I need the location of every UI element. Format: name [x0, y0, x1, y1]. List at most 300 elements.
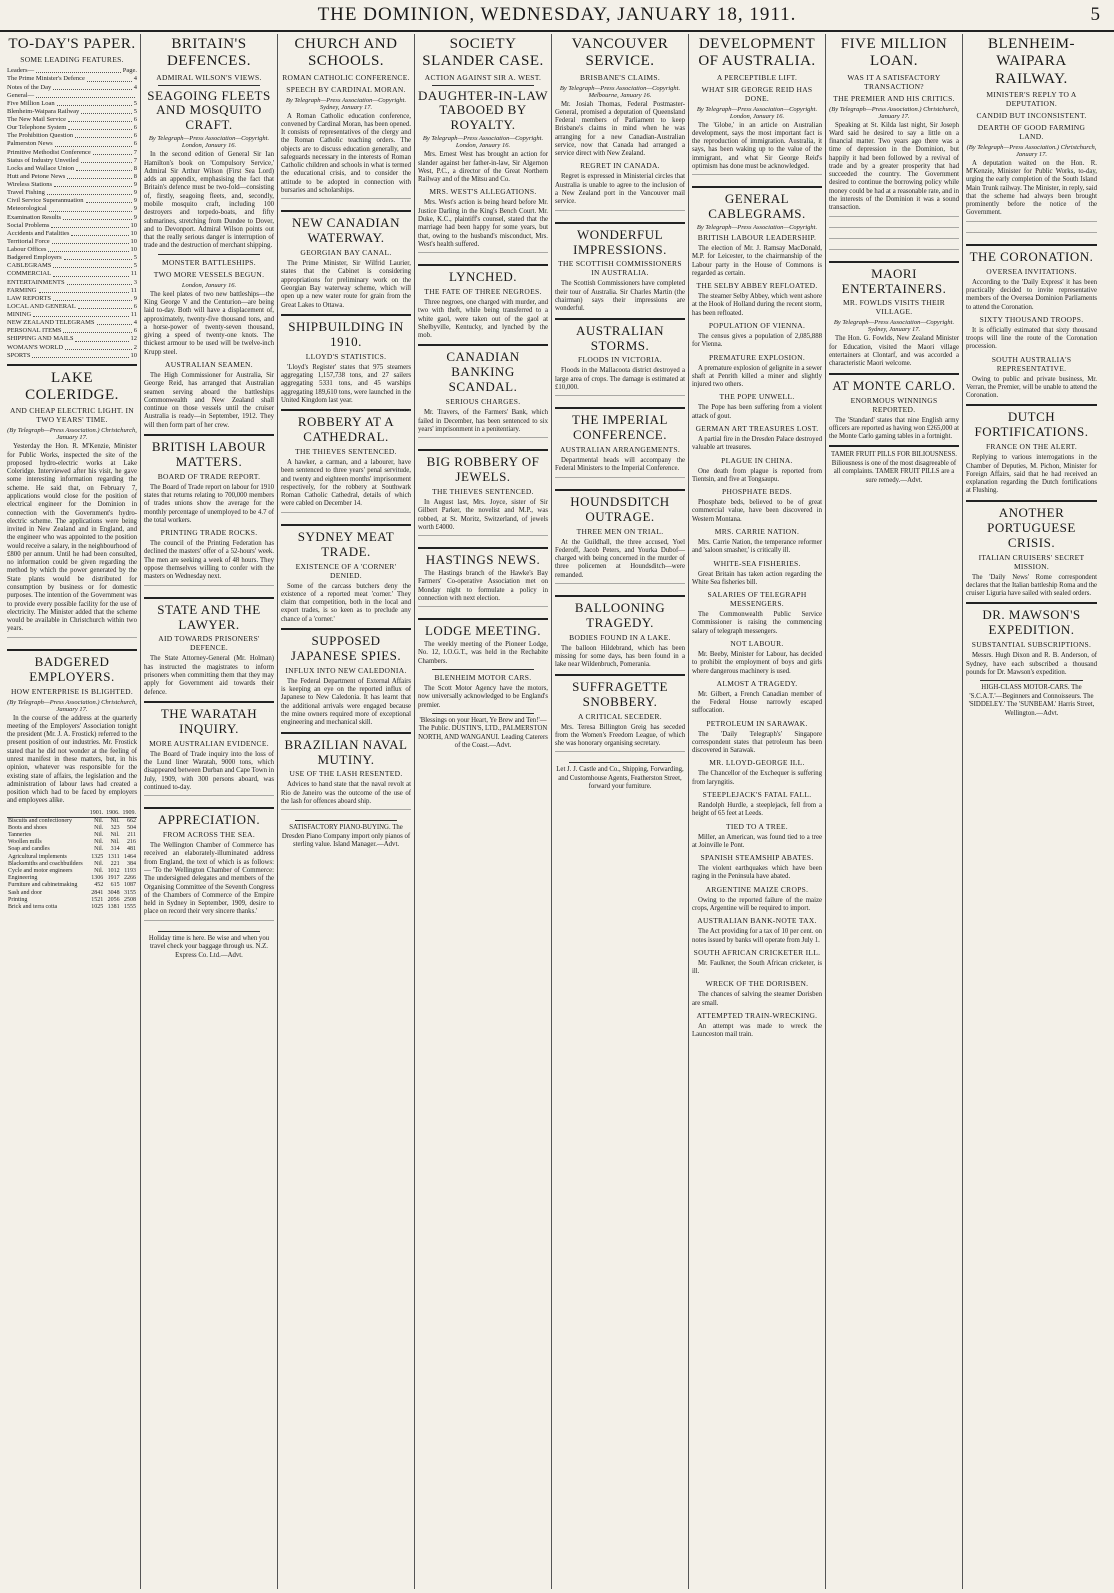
subhead: TWO MORE VESSELS BEGUN.	[153, 269, 265, 279]
headline: DR. MAWSON'S EXPEDITION.	[982, 607, 1081, 638]
divider	[281, 409, 411, 411]
table-cell: Blacksmiths and coachbuilders	[8, 860, 83, 867]
headline: HOUNDSDITCH OUTRAGE.	[570, 493, 670, 524]
contents-page: 7	[133, 148, 137, 156]
column-6	[689, 34, 826, 1589]
contents-item	[7, 84, 137, 92]
article-text: The Wellington Chamber of Commerce has received an elaborately-illuminated address from England, the text of which is as follows:— 'To the Wellington Chamber of Commerce: The undersigned delegates and members of the Organising Committee of the Seventh Congress of the Chambers of Commerce of the Empire held in Sydney in September, 1909, desire to place on record their very sincere thanks.'	[144, 842, 274, 916]
divider	[144, 597, 274, 599]
table-cell: 1325	[91, 853, 104, 860]
text-lines	[555, 751, 685, 759]
text-lines	[418, 252, 548, 260]
text-lines	[7, 637, 137, 645]
divider	[7, 364, 137, 366]
contents-page: 9	[133, 205, 137, 213]
contents-item	[7, 140, 137, 148]
headline: THE IMPERIAL CONFERENCE.	[572, 412, 668, 443]
contents-label: WOMAN'S WORLD	[7, 343, 64, 351]
subhead: INFLUX INTO NEW CALEDONIA.	[285, 665, 407, 675]
article-text: In August last, Mrs. Joyce, sister of Sir Gilbert Parker, the novelist and M.P., was robbed, at St. Moritz, Switzerland, of jewels worth £4000.	[418, 499, 548, 531]
leader-dots	[93, 149, 132, 155]
cablegram-heading: GERMAN ART TREASURES LOST.	[695, 424, 819, 433]
subhead: ENORMOUS WINNINGS REPORTED.	[850, 395, 938, 414]
subhead: FROM ACROSS THE SEA.	[162, 830, 256, 840]
rule	[432, 669, 534, 670]
table-cell: 1555	[124, 903, 136, 910]
article-text: Speaking at St. Kilda last night, Sir Joseph Ward said he desired to say a little on a financial matter. Two years ago there was a time of depression in the Dominion, but happily it had been followed by a revival of trade and by a greater prosperity that had succeeded the country. The Government desired to continue the borrowing policy while money could be had at a reasonable rate, and in the interests of the Dominion it was a sound transaction.	[829, 121, 959, 212]
credit: By Telegraph—Press Association—Copyright. Sydney, January 17.	[285, 96, 407, 111]
rule	[432, 713, 534, 714]
advertisement: Let J. J. Castle and Co., Shipping, Forwarding, and Customhouse Agents, Featherston Street, forward your furniture.	[556, 766, 684, 791]
contents-item	[7, 254, 137, 262]
article-text: The 'Standard' states that nine English army officers are reported as having won £265,000 at the Monte Carlo gaming tables in a fortnight.	[829, 416, 959, 441]
divider	[418, 264, 548, 266]
table-cell: Nil.	[110, 839, 120, 846]
contents-page: 11	[130, 270, 137, 278]
headline: AUSTRALIAN STORMS.	[575, 322, 665, 353]
leader-dots	[75, 132, 132, 138]
table-cell: Nil.	[94, 824, 104, 831]
contents-page: 9	[133, 294, 137, 302]
contents-item	[7, 295, 137, 303]
leader-dots	[36, 67, 121, 73]
subhead: FLOODS IN VICTORIA.	[578, 355, 662, 365]
subhead: BODIES FOUND IN A LAKE.	[569, 632, 671, 642]
article-text: The Hastings branch of the Hawke's Bay Farmers' Co-operative Association met on Monday night to formulate a policy in connection with next election.	[418, 570, 548, 602]
text-lines	[281, 512, 411, 520]
cablegram-text: The election of Mr. J. Ramsay MacDonald, M.P. for Leicester, to the chairmanship of the Labour party in the House of Commons is regarded as certain.	[692, 245, 822, 277]
divider	[966, 500, 1097, 502]
leader-dots	[53, 270, 129, 276]
table-cell: Nil.	[94, 817, 104, 824]
article-text: The 'Daily News' Rome correspondent declares that the Italian battleship Roma and the cruiser Liguria have sailed with sealed orders.	[966, 573, 1097, 598]
credit: By Telegraph—Press Association—Copyright. London, January 16.	[422, 135, 544, 150]
divider	[829, 373, 959, 375]
article-text: Replying to various interrogations in the Chamber of Deputies, M. Pichon, Minister for Foreign Affairs, said that he had received an explanation regarding the Dutch fortifications at Flushing.	[966, 454, 1097, 495]
table-cell: Agricultural implements	[8, 853, 67, 860]
headline: HASTINGS NEWS.	[425, 552, 541, 568]
headline: APPRECIATION.	[157, 812, 261, 828]
table-cell: Nil.	[94, 832, 104, 839]
article-text: The High Commissioner for Australia, Sir George Reid, has arranged that Australian seamen serving aboard the battleships Commonwealth and New Zealand shall continue on those vessels until the cruiser Australia is ready—in September, 1912. They will then form part of her crew.	[144, 371, 274, 429]
headline: SUFFRAGETTE SNOBBERY.	[572, 678, 668, 709]
text-lines	[829, 227, 959, 235]
headline: BRITISH LABOUR MATTERS.	[151, 438, 267, 469]
contents-item	[7, 100, 137, 108]
headline: THE WARATAH INQUIRY.	[160, 705, 258, 736]
contents-page: 5	[133, 262, 137, 270]
divider	[555, 674, 685, 676]
contents-label: MINING	[7, 311, 32, 318]
subhead: THREE MEN ON TRIAL.	[576, 526, 664, 536]
subhead: THE THIEVES SENTENCED.	[432, 487, 534, 496]
subhead: SEAGOING FLEETS AND MOSQUITO CRAFT.	[147, 87, 271, 133]
credit: By Telegraph—Press Association—Copyright. London, January 16.	[696, 105, 818, 120]
contents-item	[7, 173, 137, 181]
cablegram-heading: SPANISH STEAMSHIP ABATES.	[700, 853, 814, 863]
article-text: A Roman Catholic education conference, convened by Cardinal Moran, has been opened. It consists of representatives of the clergy and the Roman Catholic teaching orders. The objects are to discuss education generally, and safeguards necessary in the interests of Roman Catholic children and schools in what is termed the educational crisis, and to consider the attitude to be adopted in connection with bursaries and scholarships.	[281, 112, 411, 195]
article-text: Some of the carcass butchers deny the existence of a reported meat 'corner.' They claim that competition, both in the local and export trades, is so keen as to preclude any chance of a 'corner.'	[281, 582, 411, 623]
leader-dots	[97, 319, 132, 325]
contents-label: Five Million Loan	[7, 99, 55, 107]
table-cell: 2056	[107, 896, 120, 903]
cablegram-heading: MRS. CARRIE NATION.	[714, 526, 800, 536]
table-row	[7, 882, 137, 889]
subhead: FRANCE ON THE ALERT.	[985, 442, 1078, 452]
table-cell: 481	[127, 846, 136, 853]
contents-item	[7, 165, 137, 173]
contents-page: 8	[133, 172, 137, 180]
table-cell: 1917	[107, 875, 120, 882]
credit: (By Telegraph—Press Association.) Christchurch, January 17.	[829, 105, 959, 120]
leader-dots	[33, 311, 129, 317]
divider	[555, 595, 685, 597]
contents-label: Locks and Wallace Union	[7, 164, 75, 172]
contents-item	[7, 92, 137, 100]
contents-item	[7, 238, 137, 246]
contents-page: 4	[133, 83, 137, 91]
development-australia-heading: DEVELOPMENT OF AUSTRALIA.	[698, 36, 816, 70]
general-cablegrams-heading: GENERAL CABLEGRAMS.	[708, 191, 806, 222]
contents-label: SPORTS	[7, 351, 31, 359]
contents-page: 10	[130, 221, 137, 229]
cablegram-text: Phosphate beds, believed to be of great commercial value, have been discovered in Western Montana.	[692, 499, 822, 523]
column-3	[278, 34, 415, 1589]
table-cell: 452	[94, 882, 104, 889]
divider	[966, 244, 1097, 246]
column-8	[963, 34, 1100, 1589]
article-text: Mrs. Teresa Billington Greig has seceded from the Women's Freedom League, of which she was honorary organising secretary.	[555, 723, 685, 748]
divider	[418, 344, 548, 346]
cablegram-heading: NOT LABOUR.	[730, 638, 784, 648]
cablegram-heading: ALMOST A TRAGEDY.	[716, 678, 798, 688]
subhead: OVERSEA INVITATIONS.	[986, 266, 1077, 276]
britains-defences-heading: BRITAIN'S DEFENCES.	[166, 36, 252, 70]
cablegram-heading: AUSTRALIAN BANK-NOTE TAX.	[697, 916, 817, 926]
contents-item	[7, 270, 137, 278]
table-cell: 211	[127, 832, 136, 839]
article-text: The Board of Trade inquiry into the loss of the Lund liner Waratah, 9000 tons, which disappeared between Durban and Cape Town in July, 1909, with 300 persons aboard, was continued to-day.	[144, 750, 275, 791]
table-cell: 384	[127, 860, 136, 867]
subhead: SERIOUS CHARGES.	[445, 397, 521, 407]
rule	[295, 820, 397, 821]
table-header: 1909.	[122, 809, 136, 816]
table-row	[7, 875, 137, 882]
masthead-title: THE DOMINION, WEDNESDAY, JANUARY 18, 1911.	[317, 4, 797, 25]
table-cell: 3155	[124, 889, 136, 896]
contents-label: Status of Industry Unveiled	[7, 156, 79, 164]
article-text: The council of the Printing Federation has declined the masters' offer of a 52-hours' week. The men are seeking a week of 48 hours. They oppose themselves willing to confer with the masters on Wednesday next.	[144, 540, 274, 581]
contents-label: Primitive Methodist Conference	[7, 148, 91, 156]
table-cell: 314	[110, 846, 120, 853]
cablegram-text: The violent earthquakes which have been raging in the Peninsula have abated.	[692, 865, 822, 881]
contents-item	[7, 189, 137, 197]
article-text: A deputation waited on the Hon. R. M'Kenzie, Minister for Public Works, to-day, urging the early completion of the South Island Main Trunk railway. The Minister, in reply, said that the scheme had always been brought prominently before the notice of the Government.	[966, 159, 1097, 217]
subhead: MR. FOWLDS VISITS THEIR VILLAGE.	[842, 298, 946, 317]
subhead: AUSTRALIAN ARRANGEMENTS.	[559, 445, 681, 455]
article-text: According to the 'Daily Express' it has been practically decided to invite representative members of the Oversea Dominion Parliaments to attend the Coronation.	[966, 278, 1097, 311]
contents-page: 5	[133, 99, 137, 107]
table-cell: Biscuits and confectionery	[8, 817, 72, 824]
leader-dots	[57, 100, 132, 106]
article-text: Advices to hand state that the naval revolt at Rio de Janeiro was the outcome of the use of the lash for offences aboard ship.	[281, 781, 411, 805]
table-row	[7, 861, 137, 868]
contents-page: 10	[130, 237, 137, 245]
contents-page: 9	[133, 181, 137, 188]
cablegram-text: The Commonwealth Public Service Commissioner is raising the commencing salary of telegraph messengers.	[692, 611, 822, 635]
cablegram-text: The census gives a population of 2,085,888 for Vienna.	[692, 333, 822, 349]
divider	[555, 318, 685, 320]
contents-label: LOCAL AND GENERAL	[7, 302, 76, 310]
rule	[569, 762, 671, 763]
page-number: 5	[1090, 4, 1100, 25]
advertisement: SATISFACTORY PIANO-BUYING. The Dresden Piano Company import only pianos of sterling value. Island Manager.—Advt.	[281, 824, 411, 849]
leader-dots	[51, 222, 128, 228]
leader-dots	[53, 295, 132, 301]
headline: LYNCHED.	[448, 269, 518, 285]
cablegram-text: The steamer Selby Abbey, which went ashore at the Hook of Holland during the recent storm, has been refloated.	[692, 293, 822, 317]
divider	[555, 222, 685, 224]
contents-item	[7, 246, 137, 254]
contents-page: 4	[133, 319, 137, 327]
contents-label: CABLEGRAMS	[7, 262, 52, 270]
contents-label: Blenheim-Waipara Railway	[7, 107, 80, 115]
divider	[418, 618, 548, 620]
contents-item	[7, 214, 137, 222]
article-text: The weekly meeting of the Pioneer Lodge, No. 12, I.O.G.T., was held in the Rechabite Chambers.	[418, 641, 548, 665]
column-4	[415, 34, 552, 1589]
cablegram-text: A premature explosion of gelignite in a sewer shaft at Penrith killed a miner and slightly injured two others.	[692, 364, 823, 389]
contents-item	[7, 157, 137, 165]
table-cell: Printing	[8, 896, 28, 903]
article-text: Regret is expressed in Ministerial circles that Australia is unable to agree to the inclusion of a New Zealand port in the Vancouver mail service.	[555, 173, 685, 206]
cablegram-text: Randolph Hurdle, a steeplejack, fell from a height of 65 feet at Leeds.	[692, 802, 822, 818]
column-2	[141, 34, 278, 1589]
subhead: AUSTRALIAN SEAMEN.	[165, 359, 253, 369]
text-lines	[692, 174, 822, 182]
table-row	[7, 854, 137, 861]
table-cell: Nil.	[94, 868, 104, 874]
headline: DUTCH FORTIFICATIONS.	[974, 409, 1089, 440]
article-text: The 'Globe,' in an article on Australian development, says the most important fact is the reproduction of immigration. Australia, it says, has been waking up to the value of the immigrant, and what Sir George Reid's optimism has done must be acknowledged.	[692, 121, 822, 170]
article-text: The Federal Department of External Affairs is keeping an eye on the reported influx of Japanese to New Caledonia. It has learnt that the additional arrivals were engaged because the mine owners required more of exceptional engineering and mechanical skill.	[281, 677, 411, 727]
contents-label: NEW ZEALAND TELEGRAMS	[7, 319, 95, 327]
table-cell: 1025	[91, 903, 104, 910]
divider	[144, 701, 274, 703]
contents-item	[7, 319, 137, 327]
article-text: The Scottish Commissioners have completed their tour of Australia. Sir Charles Martin (the chairman) says their impressions are wonderful.	[555, 280, 685, 313]
article-text: The balloon Hildebrand, which has been missing for some days, has been found in a lake near Wildenbruch, Pomerania.	[555, 644, 685, 669]
subhead: THE SCOTTISH COMMISSIONERS IN AUSTRALIA.	[558, 259, 682, 278]
article-text: Mrs. Ernest West has brought an action for slander against her father-in-law, Sir Algernon West, P.C., a director of the Great Northern Railway and of the Mitsu and Co.	[418, 151, 548, 184]
divider	[144, 807, 274, 809]
cablegram-text: Mr. Beeby, Minister for Labour, has decided to prohibit the employment of boys and girls where dangerous machinery is used.	[692, 650, 822, 675]
cablegram-text: The Chancellor of the Exchequer is suffering from laryngitis.	[692, 770, 822, 786]
badgered-employers-sub: HOW ENTERPRISE IS BLIGHTED.	[10, 686, 134, 696]
table-cell: Woollen mills	[8, 839, 42, 846]
subhead: AID TOWARDS PRISONERS' DEFENCE.	[158, 634, 260, 653]
table-cell: Nil.	[94, 846, 104, 853]
cablegram-heading: WHITE-SEA FISHERIES.	[713, 558, 801, 568]
subhead: REGRET IN CANADA.	[580, 161, 660, 171]
contents-label: The New Mail Service	[7, 116, 67, 123]
subhead: SIXTY THOUSAND TROOPS.	[979, 314, 1084, 324]
article-text: Messrs. Hugh Dixon and R. B. Anderson, of Sydney, have each subscribed a thousand pounds for Dr. Mawson's expedition.	[966, 652, 1097, 676]
divider	[281, 524, 411, 526]
vancouver-service-heading: VANCOUVER SERVICE.	[571, 36, 669, 70]
contents-page: 10	[130, 229, 137, 237]
cablegram-heading: STEEPLEJACK'S FATAL FALL.	[702, 790, 812, 800]
article-text: The Board of Trade report on labour for 1910 states that returns relating to 700,000 members of trades unions show the average for the monthly percentage of unemployed to be 4.7 of the total workers.	[144, 483, 274, 524]
table-cell: 1012	[107, 868, 120, 874]
table-row	[7, 825, 137, 832]
contents-item	[7, 181, 137, 189]
cablegram-heading: BRITISH LABOUR LEADERSHIP.	[697, 233, 817, 243]
contents-label: Examination Results	[7, 213, 61, 221]
leader-dots	[68, 124, 131, 130]
contents-label: Social Problems	[7, 221, 50, 229]
table-row	[7, 846, 137, 853]
article-text: The Prime Minister, Sir Wilfrid Laurier, states that the Cabinet is considering appropriations for preliminary work on the Georgian Bay waterway scheme, which will open up a new water route for grain from the Great Lakes to Ottawa.	[281, 260, 411, 309]
article-text: Departmental heads will accompany the Federal Ministers to the Imperial Conference.	[555, 457, 685, 473]
subhead: BOARD OF TRADE REPORT.	[157, 471, 261, 481]
contents-label: Notes of the Day	[7, 83, 52, 91]
contents-page: 11	[130, 311, 137, 318]
headline: LODGE MEETING.	[424, 623, 542, 639]
leader-dots	[64, 254, 132, 260]
table-cell: 1521	[91, 896, 104, 903]
contents-page: 12	[130, 335, 137, 343]
credit: London, January 16.	[181, 281, 237, 289]
table-row	[7, 832, 137, 839]
table-cell: 2841	[91, 889, 104, 896]
contents-item	[7, 335, 137, 343]
contents-page: 5	[133, 107, 137, 115]
contents-item	[7, 352, 137, 360]
leader-dots	[67, 173, 131, 179]
divider	[692, 186, 822, 188]
contents-page: 9	[133, 197, 137, 205]
contents-label: FARMING	[7, 286, 37, 294]
todays-paper-heading: TO-DAY'S PAPER.	[8, 36, 136, 52]
lake-coleridge-heading: LAKE COLERIDGE.	[25, 369, 119, 403]
cablegram-text: The chances of salving the steamer Dorisben are small.	[692, 991, 822, 1007]
contents-label: COMMERCIAL	[7, 270, 52, 278]
leader-dots	[78, 303, 132, 309]
table-cell: Nil.	[110, 832, 120, 839]
table-row	[7, 868, 137, 875]
contents-label: ENTERTAINMENTS	[7, 278, 65, 286]
article-text: A hawker, a carman, and a labourer, have been sentenced to three years' penal servitude, and twenty and eighteen months' imprisonment respectively, for the robbery at Southwark Roman Catholic Cathedral, details of which were cabled on December 14.	[281, 459, 411, 508]
subhead: ITALIAN CRUISERS' SECRET MISSION.	[978, 552, 1085, 571]
text-lines	[418, 535, 548, 543]
table-cell: 662	[127, 817, 136, 824]
subheading: WAS IT A SATISFACTORY TRANSACTION?	[847, 72, 941, 91]
badgered-employers-credit: (By Telegraph—Press Association.) Christchurch, January 17.	[7, 698, 137, 713]
table-cell: 2508	[124, 896, 136, 903]
contents-label: Palmerston News	[7, 140, 53, 148]
cablegram-heading: WRECK OF THE DORISBEN.	[705, 979, 809, 989]
article-text: Owing to public and private business, Mr. Verran, the Premier, will be unable to attend the Coronation.	[966, 375, 1097, 400]
contents-item	[7, 287, 137, 295]
subhead: DAUGHTER-IN-LAW TABOOED BY ROYALTY.	[418, 87, 548, 133]
subhead: MORE AUSTRALIAN EVIDENCE.	[149, 738, 269, 748]
article-text: Floods in the Mallacoota district destroyed a large area of crops. The damage is estimated at £10,000.	[555, 367, 685, 392]
cablegram-text: Great Britain has taken action regarding the White Sea fisheries bill.	[692, 570, 822, 586]
cablegram-list	[692, 233, 822, 1039]
table-cell: Brick and terra cotta	[8, 903, 58, 910]
table-cell: Nil.	[94, 860, 104, 867]
contents-page: 6	[133, 124, 137, 132]
text-lines	[555, 210, 685, 218]
leader-dots	[65, 344, 132, 350]
text-lines	[555, 583, 685, 591]
five-million-loan-heading: FIVE MILLION LOAN.	[840, 36, 948, 70]
text-lines	[966, 221, 1097, 229]
table-cell: 1311	[107, 853, 120, 860]
article-text: It is officially estimated that sixty thousand troops will line the route of the Coronation procession.	[966, 326, 1097, 351]
industry-table	[7, 809, 137, 911]
contents-item	[7, 108, 137, 116]
leader-dots	[36, 92, 135, 98]
article-text: The Scott Motor Agency have the motors, now universally acknowledged to be England's premier.	[418, 684, 548, 709]
text-lines	[418, 606, 548, 614]
subhead: THE FATE OF THREE NEGROES.	[424, 287, 542, 297]
table-row	[7, 817, 137, 825]
cablegram-text: Mr. Gilbert, a French Canadian member of the Federal House narrowly escaped suffocation.	[692, 690, 822, 715]
article-text: Mrs. West's action is being heard before Mr. Justice Darling in the King's Bench Court. Mr. Duke, K.C., plaintiff's counsel, stated that the marriage had been happy for some years, but that, owing to the husband's misconduct, Mrs. West's health suffered.	[418, 199, 548, 248]
leader-dots	[47, 189, 132, 195]
divider	[966, 602, 1097, 604]
text-lines	[144, 920, 274, 928]
contents-page: 7	[133, 156, 137, 164]
divider	[418, 547, 548, 549]
advertisement: Holiday time is here. Be wise and when you travel check your baggage through us. N.Z. Express Co. Ltd.—Advt.	[148, 934, 270, 959]
article-text: The Hon. G. Fowlds, New Zealand Minister for Education, visited the Maori village entertainers at Clontarf, and was accorded a characteristic Maori welcome.	[829, 335, 959, 368]
todays-paper-sub: SOME LEADING FEATURES.	[20, 55, 124, 65]
divider	[418, 449, 548, 451]
table-cell: Nil.	[110, 817, 120, 824]
contents-page: 9	[133, 213, 137, 221]
advertisement: 'Blessings on your Heart, Ye Brew and Ten!'—The Public. DUSTIN'S, LTD., PALMERSTON NORTH, AND WANGANUI. Leading Caterers of the Coast.—Advt.	[418, 716, 548, 750]
article-text: The State Attorney-General (Mr. Holman) has instructed the magistrates to inform prisoners when committing them that they may apply for Government aid towards their defence.	[144, 655, 274, 696]
text-lines	[144, 585, 274, 593]
lake-coleridge-credit: (By Telegraph—Press Association.) Christchurch, January 17.	[7, 427, 137, 442]
contents-page: 8	[133, 164, 137, 172]
subhead: SPEECH BY CARDINAL MORAN.	[286, 84, 406, 94]
divider	[144, 434, 274, 436]
contents-label: PERSONAL ITEMS	[7, 327, 62, 335]
contents-item	[7, 67, 137, 75]
table-cell: 1193	[124, 868, 136, 874]
subhead: A CRITICAL SECEDER.	[578, 711, 662, 721]
text-lines	[555, 477, 685, 485]
text-lines	[555, 395, 685, 403]
leader-dots	[71, 230, 128, 236]
leader-dots	[81, 108, 132, 114]
badgered-employers-heading: BADGERED EMPLOYERS.	[29, 653, 115, 684]
table-row	[7, 897, 137, 904]
headline: STATE AND THE LAWYER.	[157, 601, 261, 632]
contents-page: 9	[133, 189, 137, 197]
rule	[158, 254, 260, 255]
leader-dots	[49, 205, 132, 211]
cablegram-heading: PETROLEUM IN SARAWAK.	[706, 718, 808, 728]
column-7	[826, 34, 963, 1589]
table-cell: 1464	[124, 853, 136, 860]
leader-dots	[55, 140, 132, 146]
table-cell: 504	[127, 824, 136, 831]
